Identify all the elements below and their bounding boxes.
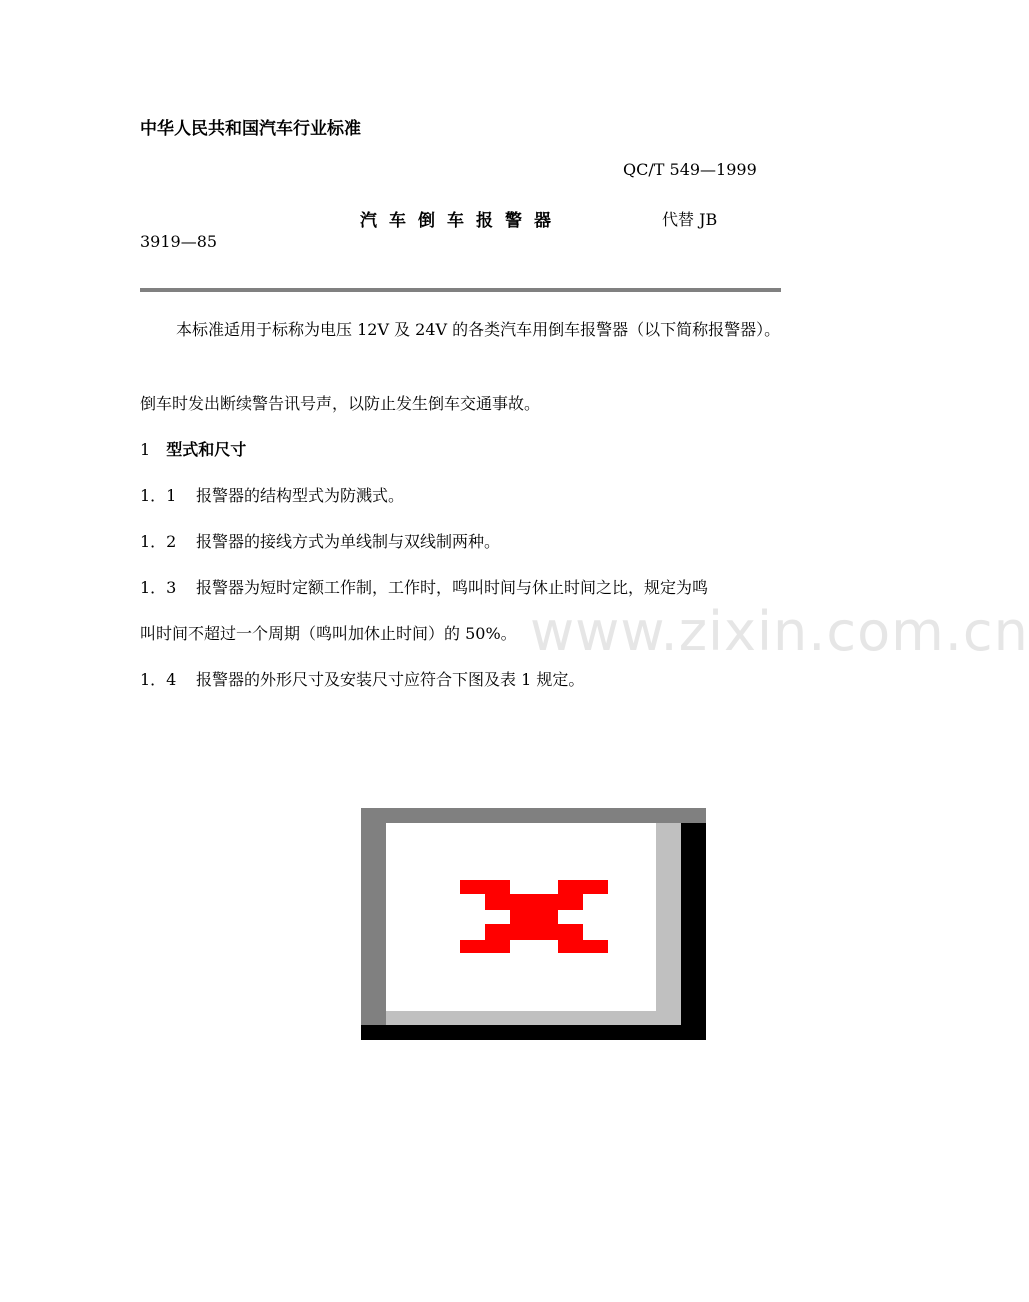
replaces-standard-line2: 3919—85 <box>140 232 218 251</box>
replaces-standard-line1: 代替 JB <box>662 210 718 229</box>
horizontal-rule <box>140 288 781 292</box>
clause-text: 报警器的结构型式为防溅式。 <box>196 486 405 505</box>
standard-header: 中华人民共和国汽车行业标准 <box>140 119 361 139</box>
frame-bottom-shadow <box>361 1025 706 1040</box>
clause-1-4 <box>140 667 584 690</box>
standard-code: QC/T 549—1999 <box>623 160 757 179</box>
intro-paragraph-scope: 本标准适用于标称为电压 12V 及 24V 的各类汽车用倒车报警器（以下简称报警器）。 <box>176 320 781 339</box>
section-number: 1 <box>140 440 151 459</box>
broken-image-placeholder-icon <box>361 808 706 1040</box>
figure-image-placeholder <box>361 808 706 1040</box>
clause-number: 1．3 <box>140 578 177 597</box>
clause-text: 报警器的外形尺寸及安装尺寸应符合下图及表 1 规定。 <box>196 670 585 689</box>
clause-text: 报警器为短时定额工作制，工作时，鸣叫时间与休止时间之比，规定为鸣 <box>196 578 709 597</box>
document-title: 汽车倒车报警器 <box>360 211 563 231</box>
clause-1-3 <box>140 575 708 598</box>
clause-number: 1．2 <box>140 532 177 551</box>
section-title: 型式和尺寸 <box>166 440 247 459</box>
clause-number: 1．4 <box>140 670 177 689</box>
intro-paragraph-purpose: 倒车时发出断续警告讯号声，以防止发生倒车交通事故。 <box>140 394 541 413</box>
watermark: www.zixin.com.cn <box>530 600 1029 663</box>
clause-1-2 <box>140 529 500 552</box>
clause-number: 1．1 <box>140 486 177 505</box>
clause-text: 报警器的接线方式为单线制与双线制两种。 <box>196 532 501 551</box>
frame-right-shadow <box>681 823 706 1040</box>
clause-1-3-continuation: 叫时间不超过一个周期（鸣叫加休止时间）的 50%。 <box>140 624 517 643</box>
clause-1-1 <box>140 483 404 506</box>
section-heading <box>140 437 246 460</box>
